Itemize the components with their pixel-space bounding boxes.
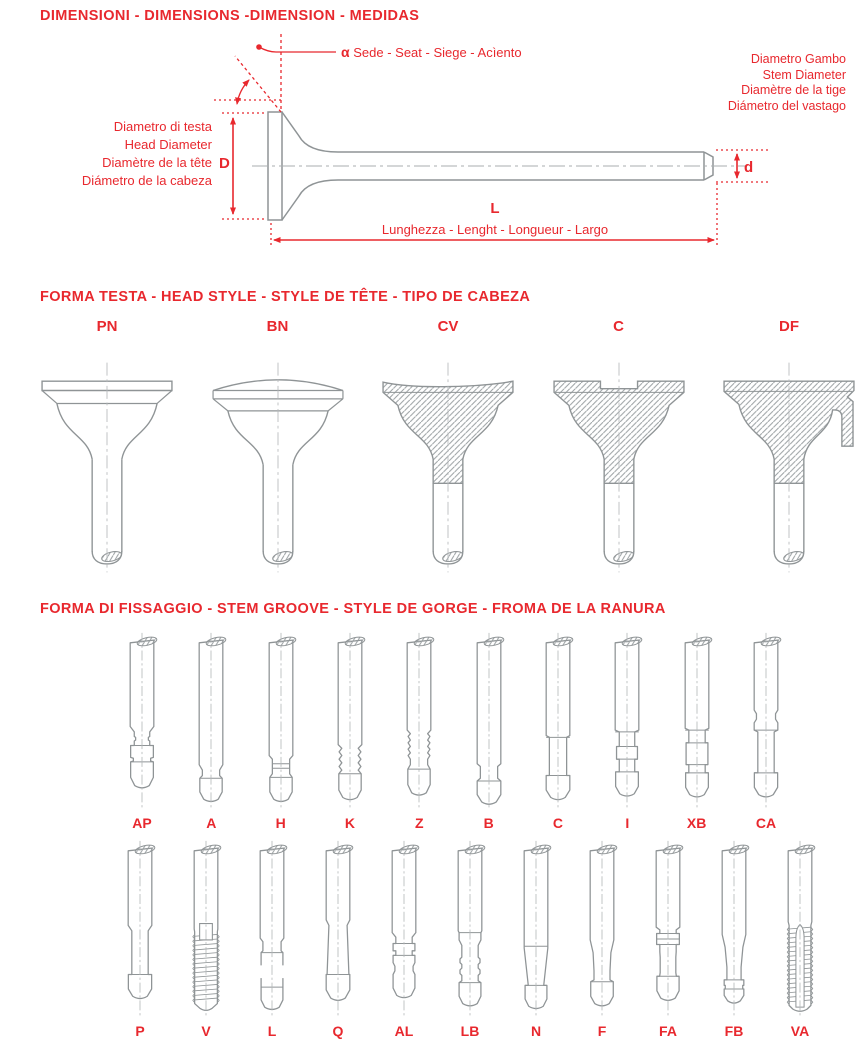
head-diameter-symbol: D [219, 155, 230, 172]
stem-groove-drawing [242, 838, 302, 1020]
head-diameter-line: Head Diameter [124, 137, 212, 152]
stem-groove-label: C [552, 815, 564, 831]
stem-groove-column [736, 630, 796, 831]
head-style-column [712, 318, 860, 578]
head-style-label: DF [779, 318, 799, 335]
stem-groove-drawing [176, 838, 236, 1020]
head-style-column [371, 318, 525, 578]
stem-groove-drawing [528, 630, 588, 812]
stem-groove-column [572, 838, 632, 1039]
stem-groove-label: N [530, 1023, 542, 1039]
stem-groove-row-1 [112, 630, 796, 831]
head-styles-row [30, 318, 860, 578]
stem-groove-label: FA [659, 1023, 677, 1039]
valve-head-drawing [542, 344, 696, 578]
stem-groove-label: AL [394, 1023, 414, 1039]
head-styles-section-title: FORMA TESTA - HEAD STYLE - STYLE DE TÊTE - TIPO DE CABEZA [40, 289, 531, 305]
stem-groove-column [528, 630, 588, 831]
stem-grooves-section-title: FORMA DI FISSAGGIO - STEM GROOVE - STYLE DE GORGE - FROMA DE LA RANURA [40, 601, 666, 617]
stem-groove-column [667, 630, 727, 831]
stem-groove-column [374, 838, 434, 1039]
head-diameter-line: Diamètre de la tête [102, 155, 212, 170]
stem-groove-column [242, 838, 302, 1039]
stem-groove-label: K [344, 815, 356, 831]
seat-label: Sede - Seat - Siege - Acìento [353, 45, 522, 60]
stem-groove-drawing [112, 630, 172, 812]
stem-groove-drawing [638, 838, 698, 1020]
stem-groove-column [440, 838, 500, 1039]
stem-groove-label: B [483, 815, 494, 831]
stem-groove-label: F [597, 1023, 607, 1039]
stem-groove-column [181, 630, 241, 831]
stem-diameter-line: Stem Diameter [762, 67, 846, 82]
stem-groove-column [176, 838, 236, 1039]
stem-groove-label: I [625, 815, 630, 831]
stem-groove-drawing [440, 838, 500, 1020]
dimensions-section-title: DIMENSIONI - DIMENSIONS -DIMENSION - MEDIDAS [40, 8, 420, 24]
stem-groove-column [597, 630, 657, 831]
stem-diameter-line: Diametro Gambo [750, 52, 846, 66]
stem-groove-label: Q [332, 1023, 344, 1039]
stem-groove-column [308, 838, 368, 1039]
stem-groove-label: L [267, 1023, 277, 1039]
alpha-symbol: α [341, 44, 350, 60]
stem-groove-column [320, 630, 380, 831]
stem-groove-drawing [181, 630, 241, 812]
valve-head-drawing [371, 344, 525, 578]
stem-groove-label: LB [460, 1023, 480, 1039]
head-diameter-annotation [20, 118, 212, 190]
head-style-column [542, 318, 696, 578]
stem-groove-drawing [770, 838, 830, 1020]
valve-head-drawing [30, 344, 184, 578]
stem-groove-column [770, 838, 830, 1039]
head-style-label: BN [266, 318, 289, 335]
stem-groove-label: FB [724, 1023, 744, 1039]
stem-groove-label: VA [790, 1023, 810, 1039]
stem-diameter-line: Diamètre de la tige [741, 83, 846, 97]
stem-groove-label: XB [686, 815, 707, 831]
stem-groove-column [112, 630, 172, 831]
stem-groove-label: P [135, 1023, 145, 1039]
stem-groove-label: V [201, 1023, 211, 1039]
head-style-label: C [613, 318, 624, 335]
head-diameter-line: Diametro di testa [113, 119, 212, 134]
stem-groove-row-2 [110, 838, 830, 1039]
valve-head-drawing [201, 344, 355, 578]
stem-groove-drawing [736, 630, 796, 812]
stem-groove-label: H [275, 815, 286, 831]
dimension-drawing [0, 0, 860, 280]
stem-groove-column [110, 838, 170, 1039]
stem-groove-drawing [389, 630, 449, 812]
stem-groove-label: A [206, 815, 217, 831]
stem-groove-drawing [308, 838, 368, 1020]
stem-groove-column [638, 838, 698, 1039]
seat-angle-annotation [341, 44, 522, 61]
stem-groove-drawing [506, 838, 566, 1020]
stem-groove-column [389, 630, 449, 831]
length-annotation: Lunghezza - Lenght - Longueur - Largo [381, 222, 609, 237]
head-style-column [201, 318, 355, 578]
stem-groove-column [506, 838, 566, 1039]
stem-groove-column [459, 630, 519, 831]
stem-groove-label: AP [132, 815, 152, 831]
head-style-label: PN [96, 318, 118, 335]
stem-groove-drawing [320, 630, 380, 812]
head-style-column [30, 318, 184, 578]
head-diameter-line: Diámetro de la cabeza [81, 173, 212, 188]
valve-head-drawing [712, 344, 860, 578]
stem-groove-drawing [110, 838, 170, 1020]
stem-diameter-annotation [600, 52, 846, 114]
stem-groove-column [251, 630, 311, 831]
stem-groove-drawing [572, 838, 632, 1020]
stem-groove-drawing [374, 838, 434, 1020]
stem-groove-label: Z [415, 815, 424, 831]
stem-diameter-symbol: d [744, 159, 754, 176]
stem-groove-drawing [459, 630, 519, 812]
stem-diameter-line: Diámetro del vastago [727, 98, 846, 113]
stem-groove-drawing [667, 630, 727, 812]
stem-groove-label: CA [755, 815, 777, 831]
stem-groove-drawing [597, 630, 657, 812]
stem-groove-column [704, 838, 764, 1039]
stem-groove-drawing [251, 630, 311, 812]
head-style-label: CV [437, 318, 459, 335]
length-symbol: L [490, 200, 500, 217]
stem-groove-drawing [704, 838, 764, 1020]
